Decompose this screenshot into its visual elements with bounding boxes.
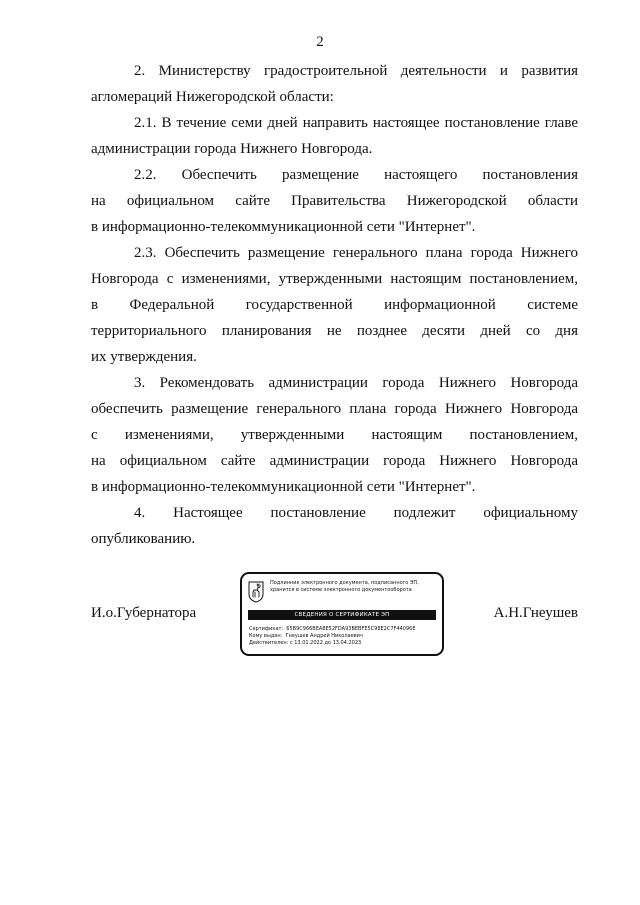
- certificate-value: 65B9C966BEA8E52FDA93BEBFE5C98E2C7F44096E: [286, 626, 416, 632]
- paragraph-2-3: [91, 240, 578, 370]
- stamp-details: [249, 626, 439, 647]
- certificate-row: [249, 626, 439, 633]
- electronic-signature-stamp: [240, 572, 444, 656]
- stamp-header: СВЕДЕНИЯ О СЕРТИФИКАТЕ ЭП: [248, 610, 436, 620]
- text-line: в Федеральной государственной информационной системе: [91, 297, 578, 313]
- text-line: их утверждения.: [91, 349, 197, 365]
- valid-label: Действителен:: [249, 640, 289, 646]
- text-line: 2.3. Обеспечить размещение генерального плана города Нижнего: [134, 245, 578, 261]
- text-line: администрации города Нижнего Новгорода.: [91, 141, 373, 157]
- text-line: 2. Министерству градостроительной деятельности и развития: [134, 63, 578, 79]
- issued-to-value: Гнеушев Андрей Николаевич: [285, 633, 363, 639]
- paragraph-2-1: [91, 110, 578, 162]
- text-line: на официальном сайте Правительства Нижегородской области: [91, 193, 578, 209]
- stamp-note: [270, 580, 440, 594]
- issued-to-label: Кому выдан:: [249, 633, 283, 639]
- text-line: территориального планирования не позднее десяти дней со дня: [91, 323, 578, 339]
- text-line: в информационно-телекоммуникационной сети "Интернет".: [91, 219, 476, 235]
- text-line: в информационно-телекоммуникационной сети "Интернет".: [91, 479, 476, 495]
- text-line: опубликованию.: [91, 531, 196, 547]
- text-line: на официальном сайте администрации города Нижнего Новгорода: [91, 453, 578, 469]
- text-line: Новгорода с изменениями, утвержденными настоящим постановлением,: [91, 271, 578, 287]
- signer-name: А.Н.Гнеушев: [493, 605, 578, 621]
- paragraph-3: [91, 370, 578, 500]
- text-line: обеспечить размещение генерального плана города Нижнего Новгорода: [91, 401, 578, 417]
- issued-to-row: [249, 633, 439, 640]
- page-number: 2: [316, 34, 324, 50]
- valid-row: [249, 640, 439, 647]
- stamp-note-line: хранится в системе электронного документооборота: [270, 587, 412, 593]
- text-line: с изменениями, утвержденными настоящим постановлением,: [91, 427, 578, 443]
- signer-title: И.о.Губернатора: [91, 605, 197, 621]
- certificate-label: Сертификат:: [249, 626, 284, 632]
- stamp-note-line: Подлинник электронного документа, подписанного ЭП,: [270, 580, 419, 586]
- text-line: 2.2. Обеспечить размещение настоящего постановления: [134, 167, 578, 183]
- paragraph-2: [91, 58, 578, 110]
- paragraph-2-2: [91, 162, 578, 240]
- text-line: агломераций Нижегородской области:: [91, 89, 334, 105]
- text-line: 4. Настоящее постановление подлежит официальному: [134, 505, 578, 521]
- deer-emblem-icon: [248, 581, 264, 603]
- text-line: 2.1. В течение семи дней направить настоящее постановление главе: [134, 115, 578, 131]
- text-line: 3. Рекомендовать администрации города Нижнего Новгорода: [134, 375, 578, 391]
- paragraph-4: [91, 500, 578, 552]
- valid-value: с 13.01.2022 до 13.04.2023: [289, 640, 362, 646]
